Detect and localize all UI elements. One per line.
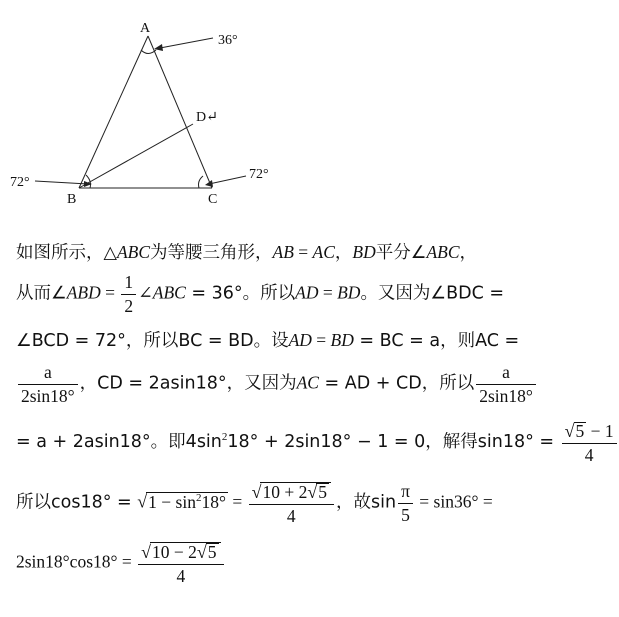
fraction-cos18-value: $\frac{√10 + 2√5}{4}$ xyxy=(249,482,334,525)
fraction-a-over-2sin18-b: $\frac{a}{2\sin 18^\circ}$ xyxy=(476,364,536,405)
solution-line-1: 如图所示，△ABC为等腰三角形，AB = AC，BD平分∠ABC， xyxy=(16,242,478,263)
solution-line-7: 2sin18°cos18° = $\frac{√10 - 2√5}{4}$ xyxy=(16,542,226,585)
angle-label-right: 72° xyxy=(249,167,269,182)
angle-label-left: 72° xyxy=(10,175,30,190)
fraction-pi-over-5: $\frac{\pi}{5}$ xyxy=(398,483,413,524)
triangle-figure xyxy=(0,0,600,215)
angle-arc-b xyxy=(86,175,91,188)
pointer-line-c xyxy=(209,176,246,184)
label-a: A xyxy=(140,21,151,36)
solution-line-6: 所以$\cos 18^\circ = √1 - \sin^218^\circ$ = $\frac{√10 + 2√5}{4}$ ，故sin $\frac{\pi}{5}$ = sin36° = xyxy=(16,481,493,526)
solution-line-3: ∠BCD = 72°，所以BC = BD。设AD = BD = BC = a，则AC = xyxy=(16,330,520,351)
label-b: B xyxy=(67,192,77,207)
angle-label-top: 36° xyxy=(218,33,238,48)
solution-line-5: = a + 2asin18°。即$4\sin^218^\circ + 2\sin 18^\circ - 1 = 0$，解得sin18° = $\frac{√5 - 1}{4}$ xyxy=(16,422,619,464)
segment-bd xyxy=(79,124,193,188)
pointer-line-a xyxy=(160,38,213,48)
label-c: C xyxy=(208,192,218,207)
fraction-a-over-2sin18: $\frac{a}{2\sin 18^\circ}$ xyxy=(18,364,78,405)
fraction-sin36-value: $\frac{√10 - 2√5}{4}$ xyxy=(138,542,223,585)
fraction-half: $\frac{1}{2}$ xyxy=(121,274,136,315)
solution-line-2: 从而∠ABD = $\frac{1}{2}$ ∠ABC = 36°。所以AD = BD。又因为∠BDC = xyxy=(16,272,505,316)
fraction-sin18-value: $\frac{√5 - 1}{4}$ xyxy=(562,422,617,464)
angle-arc-c xyxy=(199,176,204,188)
label-d: D↵ xyxy=(196,110,218,125)
solution-line-4: $\frac{a}{2\sin 18^\circ}$ ，CD = 2asin18°，又因为AC = AD + CD，所以 $\frac{a}{2\sin 18^\circ}$ xyxy=(16,364,538,405)
side-ab xyxy=(79,36,148,188)
pointer-line-b xyxy=(35,181,88,184)
